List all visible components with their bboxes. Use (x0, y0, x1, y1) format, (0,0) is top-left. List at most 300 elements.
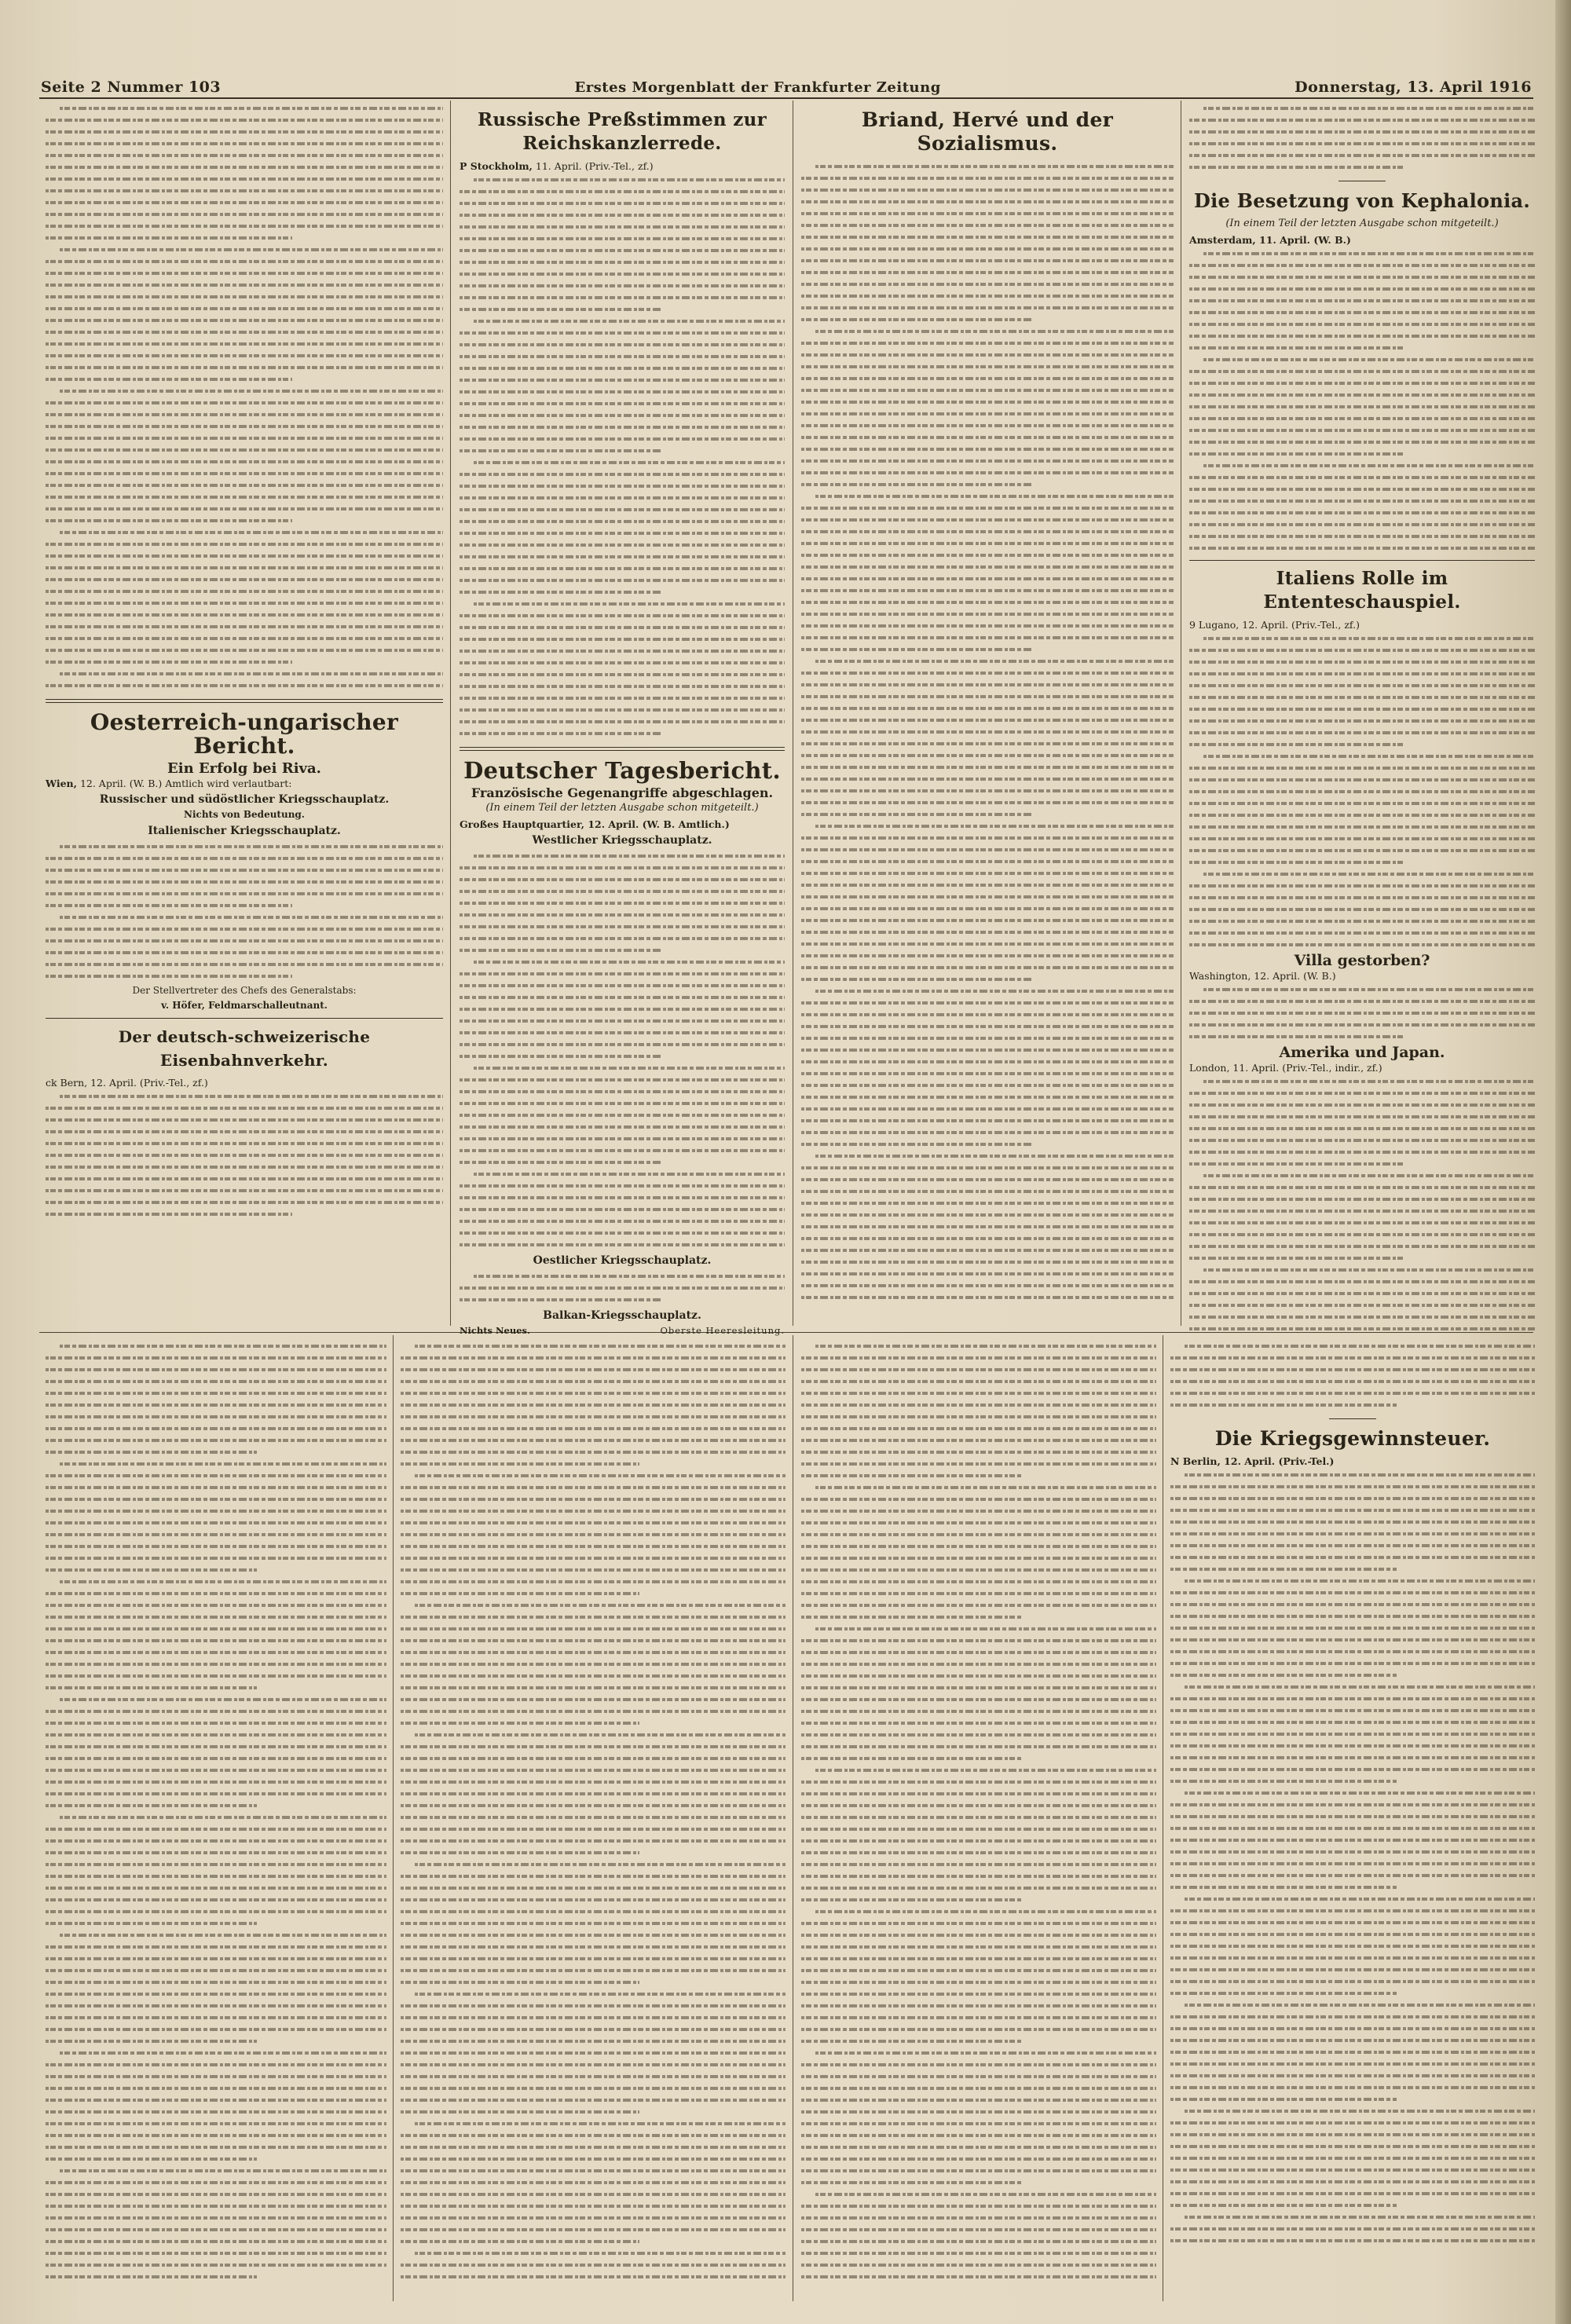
text-line (801, 938, 1174, 950)
text-line (401, 2070, 786, 2082)
text-line (46, 1811, 386, 1823)
text-line (801, 1682, 1156, 1693)
text-line (46, 573, 443, 585)
text-line (801, 1646, 1156, 1658)
text-line (46, 970, 443, 982)
text-line (460, 621, 785, 633)
article-body (46, 840, 443, 982)
text-line (460, 668, 785, 680)
text-line (460, 1282, 785, 1294)
text-line (46, 2141, 386, 2153)
text-line (46, 1870, 386, 1882)
text-line (460, 885, 785, 897)
text-line (46, 326, 443, 338)
article-kephalonia (1189, 189, 1535, 554)
text-line (1170, 2105, 1535, 2117)
text-line (401, 1823, 786, 1835)
text-line (801, 1740, 1156, 1752)
text-line (1170, 1964, 1535, 1975)
text-line (46, 1340, 386, 1352)
text-line (1189, 809, 1535, 821)
text-line (46, 1149, 443, 1161)
text-line (801, 867, 1174, 879)
text-line (401, 1528, 786, 1540)
text-line (1170, 2187, 1535, 2199)
text-line (460, 562, 785, 574)
text-line (46, 1446, 386, 1458)
text-line (460, 956, 785, 968)
text-line (460, 209, 785, 221)
text-line (1189, 632, 1535, 644)
text-line (801, 431, 1174, 443)
text-line (1189, 342, 1535, 353)
text-line (1189, 542, 1535, 554)
text-line (1170, 1857, 1535, 1869)
text-line (46, 314, 443, 326)
text-line (46, 514, 443, 526)
text-line (1170, 1775, 1535, 1787)
column-3 (801, 102, 1174, 1327)
text-line (801, 1493, 1156, 1505)
text-line (801, 1764, 1156, 1776)
text-line (801, 2000, 1156, 2011)
text-line (46, 2129, 386, 2141)
text-line (46, 338, 443, 350)
text-line (801, 1209, 1174, 1221)
running-head (41, 72, 1532, 96)
text-line (46, 1517, 386, 1528)
text-line (46, 1173, 443, 1184)
text-line (460, 862, 785, 873)
text-line (46, 1717, 386, 1729)
text-line (46, 1114, 443, 1125)
text-line (1189, 927, 1535, 939)
text-line (801, 2106, 1156, 2117)
text-line (1189, 644, 1535, 656)
text-line (460, 350, 785, 362)
text-line (1189, 483, 1535, 495)
text-line (401, 1740, 786, 1752)
text-line (801, 891, 1174, 902)
article-deutscher-tagesbericht (460, 759, 785, 1337)
article-body (1189, 247, 1535, 554)
text-line (1170, 1940, 1535, 1952)
text-line (46, 2082, 386, 2094)
text-line (1189, 161, 1535, 173)
text-line (460, 409, 785, 421)
text-line (46, 946, 443, 958)
text-line (801, 1799, 1156, 1811)
text-line (46, 1599, 386, 1611)
article-body (801, 1340, 1156, 2282)
text-line (401, 2259, 786, 2271)
text-line (1189, 495, 1535, 507)
text-line (1170, 2234, 1535, 2246)
text-line (1170, 1751, 1535, 1763)
text-line (460, 1227, 785, 1239)
text-line (46, 1858, 386, 1870)
text-line (46, 1964, 386, 1976)
text-line (46, 2223, 386, 2235)
text-line (46, 597, 443, 609)
text-line (460, 1133, 785, 1144)
text-line (460, 492, 785, 503)
text-line (801, 1256, 1174, 1268)
text-line (1189, 1323, 1535, 1334)
text-line (460, 1215, 785, 1227)
text-line (46, 899, 443, 911)
text-line (1170, 1539, 1535, 1551)
text-line (46, 1764, 386, 1776)
text-line (401, 2023, 786, 2035)
text-line (801, 1846, 1156, 1858)
text-line (801, 467, 1174, 478)
text-line (46, 679, 443, 691)
text-line (401, 1434, 786, 1446)
report-footer (460, 1325, 785, 1337)
text-line (460, 727, 785, 739)
text-line (1189, 137, 1535, 149)
text-line (1170, 1740, 1535, 1751)
article-headline: Der deutsch-schweizerische Eisenbahnverkehr. (118, 1027, 371, 1070)
text-line (46, 2188, 386, 2200)
text-line (1189, 1217, 1535, 1228)
column-4-lower (1170, 1340, 1535, 2302)
text-line (801, 1941, 1156, 1953)
text-line (801, 667, 1174, 679)
text-line (401, 2035, 786, 2047)
text-line (460, 991, 785, 1003)
text-line (1170, 1704, 1535, 1716)
text-line (1189, 903, 1535, 915)
text-line (1189, 259, 1535, 271)
text-line (46, 1493, 386, 1505)
text-line (1170, 1528, 1535, 1539)
text-line (801, 573, 1174, 584)
text-line (46, 255, 443, 267)
text-line (1170, 1693, 1535, 1704)
text-line (46, 1411, 386, 1422)
text-line (460, 397, 785, 409)
text-line (401, 1387, 786, 1399)
text-line (401, 1682, 786, 1693)
text-line (401, 1623, 786, 1634)
text-line (46, 208, 443, 220)
text-line (46, 1458, 386, 1469)
text-line (1189, 1193, 1535, 1205)
text-line (401, 1988, 786, 2000)
article-headline: Villa gestorben? (1294, 952, 1430, 969)
text-line (460, 1003, 785, 1015)
text-line (46, 385, 443, 397)
text-line (1170, 1916, 1535, 1928)
column-rule (393, 1335, 394, 2301)
text-line (1189, 1019, 1535, 1030)
text-line (401, 1670, 786, 1682)
text-line (1170, 1340, 1535, 1352)
text-line (1189, 424, 1535, 436)
text-line (801, 820, 1174, 832)
text-line (1189, 1264, 1535, 1275)
text-line (46, 1102, 443, 1114)
text-line (801, 478, 1174, 490)
article-body (801, 160, 1174, 1303)
text-line (1189, 149, 1535, 161)
text-line (1189, 353, 1535, 365)
text-line (1189, 401, 1535, 412)
text-line (1189, 983, 1535, 995)
text-line (401, 1846, 786, 1858)
text-line (460, 197, 785, 209)
text-line (46, 361, 443, 373)
text-line (1189, 1240, 1535, 1252)
text-line (46, 1670, 386, 1682)
text-line (46, 2059, 386, 2070)
text-line (801, 1564, 1156, 1576)
text-line (801, 419, 1174, 431)
text-line (1189, 1030, 1535, 1042)
signature: v. Höfer, Feldmarschalleutnant. (161, 1000, 328, 1011)
text-line (46, 2259, 386, 2271)
text-line (46, 2212, 386, 2223)
text-line (801, 2200, 1156, 2212)
text-line (1189, 471, 1535, 483)
editorial-note: (In einem Teil der letzten Ausgabe schon mitgeteilt.) (1225, 218, 1499, 229)
text-line (1170, 1810, 1535, 1822)
text-line (401, 1941, 786, 1953)
text-line (401, 1811, 786, 1823)
text-line (801, 1528, 1156, 1540)
page-number: Seite 2 Nummer 103 (41, 79, 222, 96)
section-label: Oestlicher Kriegsschauplatz. (533, 1254, 712, 1267)
text-line (460, 1109, 785, 1121)
text-line (46, 2070, 386, 2082)
text-line (1189, 868, 1535, 880)
text-line (46, 1729, 386, 1740)
article-headline: Briand, Hervé und der Sozialismus. (861, 108, 1114, 155)
text-line (460, 715, 785, 727)
text-line (1189, 1087, 1535, 1099)
text-line (801, 832, 1174, 844)
text-line (460, 1239, 785, 1250)
text-line (1170, 2223, 1535, 2234)
text-line (460, 445, 785, 456)
text-line (1170, 1952, 1535, 1964)
text-line (1170, 1504, 1535, 1516)
text-line (46, 1976, 386, 1988)
text-line (801, 396, 1174, 408)
text-line (1170, 2022, 1535, 2034)
text-line (1170, 1551, 1535, 1563)
text-line (1170, 2034, 1535, 2046)
text-line (401, 1729, 786, 1740)
text-line (801, 1458, 1156, 1469)
feuilleton-column-1 (46, 1340, 386, 2302)
text-line (1170, 1881, 1535, 1893)
text-line (46, 1988, 386, 2000)
text-line (46, 562, 443, 573)
text-line (801, 549, 1174, 561)
text-line (801, 1505, 1156, 1517)
text-line (801, 961, 1174, 973)
text-line (46, 1776, 386, 1788)
article-amerika-japan (1189, 1044, 1535, 1334)
text-line (460, 503, 785, 515)
dateline: ck Bern, 12. April. (Priv.-Tel., zf.) (46, 1077, 208, 1089)
text-line (801, 1340, 1156, 1352)
text-line (46, 840, 443, 852)
text-line (801, 1103, 1174, 1114)
dateline-place: Wien, (46, 778, 77, 789)
text-line (401, 2153, 786, 2165)
text-line (801, 196, 1174, 207)
text-line (801, 914, 1174, 926)
text-line (460, 1062, 785, 1074)
dateline: Washington, 12. April. (W. B.) (1189, 970, 1336, 982)
text-line (1189, 691, 1535, 703)
text-line (801, 1091, 1174, 1103)
text-line (401, 2000, 786, 2011)
text-line (46, 1137, 443, 1149)
text-line (801, 773, 1174, 785)
text-line (46, 1184, 443, 1196)
text-line (801, 902, 1174, 914)
text-line (1189, 1311, 1535, 1323)
text-line (801, 1823, 1156, 1835)
article-body (460, 1270, 785, 1305)
text-line (801, 2094, 1156, 2106)
text-line (460, 527, 785, 539)
text-line (801, 679, 1174, 690)
text-line (1170, 1822, 1535, 1834)
text-line (801, 2212, 1156, 2223)
text-line (401, 1517, 786, 1528)
article-separator (460, 747, 785, 751)
section-label: Italienischer Kriegsschauplatz. (148, 825, 341, 837)
text-line (46, 1540, 386, 1552)
header-rule (39, 97, 1533, 99)
text-line (46, 137, 443, 149)
text-line (46, 1835, 386, 1846)
text-line (1170, 1846, 1535, 1857)
text-line (401, 1964, 786, 1976)
text-line (401, 1340, 786, 1352)
text-line (460, 1097, 785, 1109)
article-kriegsgewinnsteuer (1170, 1427, 1535, 2246)
text-line (401, 1776, 786, 1788)
text-line (46, 935, 443, 946)
text-line (1189, 283, 1535, 295)
text-line (46, 644, 443, 656)
text-line (1170, 1869, 1535, 1881)
text-line (46, 1693, 386, 1705)
text-line (801, 1291, 1174, 1303)
text-line (46, 503, 443, 514)
text-line (801, 1752, 1156, 1764)
text-line (460, 256, 785, 268)
text-line (801, 1917, 1156, 1929)
text-line (46, 373, 443, 385)
text-line (401, 1634, 786, 1646)
text-line (401, 1705, 786, 1717)
text-line (46, 302, 443, 314)
text-line (401, 1835, 786, 1846)
text-line (46, 1953, 386, 1964)
text-line (801, 1717, 1156, 1729)
masthead-title: Erstes Morgenblatt der Frankfurter Zeitung (574, 79, 941, 96)
text-line (1189, 939, 1535, 950)
text-line (801, 1599, 1156, 1611)
text-line (1170, 1763, 1535, 1775)
text-line (801, 243, 1174, 254)
text-line (801, 620, 1174, 631)
text-line (46, 1823, 386, 1835)
text-line (401, 1411, 786, 1422)
text-line (801, 1434, 1156, 1446)
text-line (460, 645, 785, 657)
text-line (401, 2212, 786, 2223)
text-line (1189, 295, 1535, 306)
text-line (1189, 1111, 1535, 1122)
text-line (1189, 1228, 1535, 1240)
text-line (801, 584, 1174, 596)
text-line (1189, 271, 1535, 283)
text-line (1170, 1352, 1535, 1363)
text-line (801, 2165, 1156, 2176)
text-line (801, 926, 1174, 938)
text-line (46, 632, 443, 644)
text-line (801, 1387, 1156, 1399)
text-line (801, 1576, 1156, 1587)
text-line (460, 897, 785, 909)
text-line (401, 1363, 786, 1375)
text-line (1170, 2081, 1535, 2093)
text-line (1170, 1905, 1535, 1916)
text-line (46, 420, 443, 432)
text-line (401, 1882, 786, 1894)
text-line (801, 2059, 1156, 2070)
text-line (401, 2271, 786, 2282)
text-line (46, 2117, 386, 2129)
text-line (460, 944, 785, 956)
feuilleton-column-2 (401, 1340, 786, 2302)
text-line (1170, 1893, 1535, 1905)
text-line (401, 2176, 786, 2188)
text-line (46, 526, 443, 538)
text-line (460, 850, 785, 862)
text-line (1189, 679, 1535, 691)
text-line (46, 1788, 386, 1799)
text-line (801, 1729, 1156, 1740)
article-villa (1189, 952, 1535, 1042)
text-line (801, 855, 1174, 867)
article-eisenbahn (46, 1025, 443, 1220)
issue-date: Donnerstag, 13. April 1916 (1295, 79, 1532, 96)
text-line (46, 876, 443, 888)
dateline: London, 11. April. (Priv.-Tel., indir., zf.) (1189, 1062, 1382, 1074)
text-line (401, 2129, 786, 2141)
text-line (801, 643, 1174, 655)
section-label: Westlicher Kriegsschauplatz. (532, 834, 712, 847)
text-line (801, 160, 1174, 172)
text-line (801, 1162, 1174, 1173)
editorial-note: (In einem Teil der letzten Ausgabe schon mitgeteilt.) (485, 802, 759, 814)
text-line (460, 932, 785, 944)
text-line (46, 1646, 386, 1658)
text-line (1189, 785, 1535, 797)
text-line (801, 1976, 1156, 1988)
text-line (801, 1835, 1156, 1846)
